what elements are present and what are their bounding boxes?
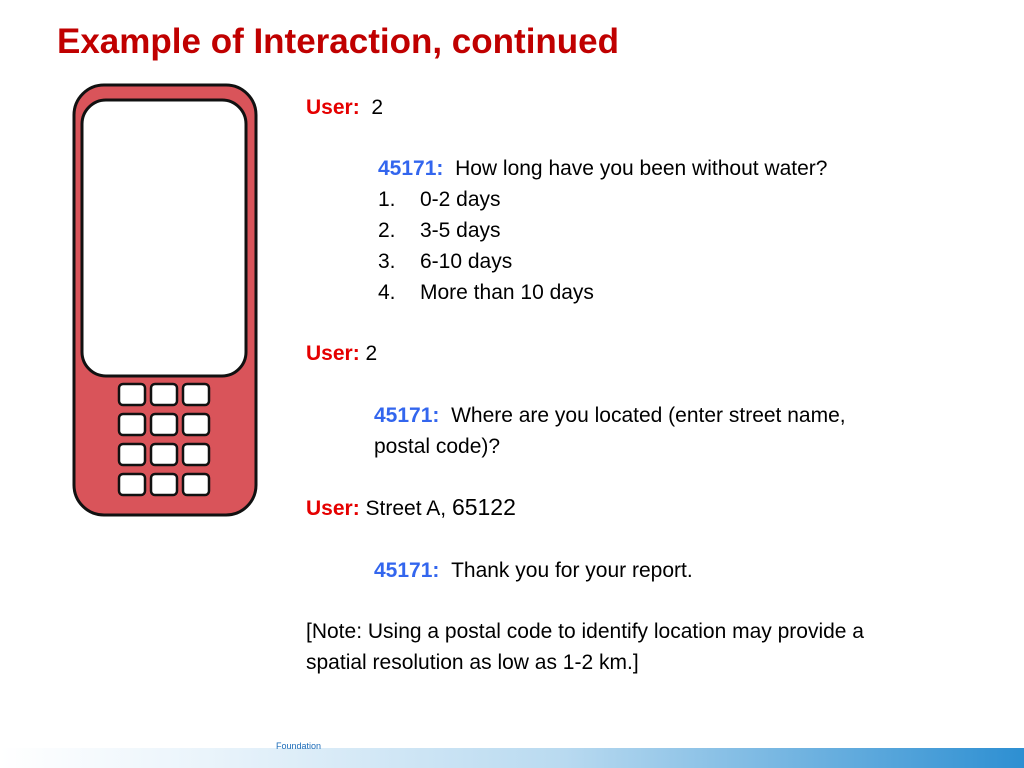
user-turn-2 bbox=[306, 338, 377, 369]
note-line: [Note: Using a postal code to identify location may provide a bbox=[306, 620, 864, 643]
keypad-key bbox=[119, 444, 145, 465]
footer-gradient-bar bbox=[0, 748, 1024, 768]
keypad-key bbox=[119, 414, 145, 435]
user-postal-code: 65122 bbox=[451, 494, 516, 520]
system-turn-2 bbox=[374, 400, 846, 431]
keypad-key bbox=[119, 384, 145, 405]
system-question: How long have you been without water? bbox=[455, 157, 828, 180]
system-label: 45171: bbox=[378, 157, 444, 180]
user-street: Street A, bbox=[365, 497, 447, 520]
user-turn-1 bbox=[306, 92, 383, 123]
system-label: 45171: bbox=[374, 404, 440, 427]
menu-option bbox=[378, 215, 501, 246]
mobile-phone-illustration bbox=[72, 83, 258, 517]
keypad-key bbox=[183, 384, 209, 405]
keypad-key bbox=[183, 474, 209, 495]
menu-option-number: 3. bbox=[378, 250, 396, 273]
keypad-key bbox=[151, 444, 177, 465]
menu-option bbox=[378, 246, 512, 277]
system-turn-3 bbox=[374, 555, 693, 586]
note-line: spatial resolution as low as 1-2 km.] bbox=[306, 651, 639, 674]
footer-text: Foundation bbox=[276, 741, 322, 751]
keypad-key bbox=[151, 474, 177, 495]
user-label: User: bbox=[306, 497, 360, 520]
menu-option-text: 6-10 days bbox=[420, 250, 513, 273]
menu-option-text: 0-2 days bbox=[420, 188, 501, 211]
system-label: 45171: bbox=[374, 559, 440, 582]
keypad-key bbox=[183, 414, 209, 435]
menu-option-number: 2. bbox=[378, 219, 396, 242]
user-label: User: bbox=[306, 342, 360, 365]
keypad-key bbox=[151, 384, 177, 405]
menu-option bbox=[378, 184, 501, 215]
system-question-continued: postal code)? bbox=[374, 435, 501, 458]
slide-title: Example of Interaction, continued bbox=[57, 22, 620, 61]
menu-option bbox=[378, 277, 594, 308]
keypad-key bbox=[119, 474, 145, 495]
menu-option-text: 3-5 days bbox=[420, 219, 501, 242]
user-turn-3 bbox=[306, 492, 516, 524]
user-reply: 2 bbox=[371, 96, 384, 119]
system-message: Thank you for your report. bbox=[451, 559, 693, 582]
phone-screen bbox=[82, 100, 246, 376]
keypad-key bbox=[183, 444, 209, 465]
menu-option-number: 4. bbox=[378, 281, 396, 304]
menu-option-number: 1. bbox=[378, 188, 396, 211]
system-question: Where are you located (enter street name, bbox=[451, 404, 846, 427]
menu-option-text: More than 10 days bbox=[420, 281, 594, 304]
user-reply: 2 bbox=[365, 342, 378, 365]
user-label: User: bbox=[306, 96, 360, 119]
keypad-key bbox=[151, 414, 177, 435]
system-turn-1 bbox=[378, 153, 827, 184]
